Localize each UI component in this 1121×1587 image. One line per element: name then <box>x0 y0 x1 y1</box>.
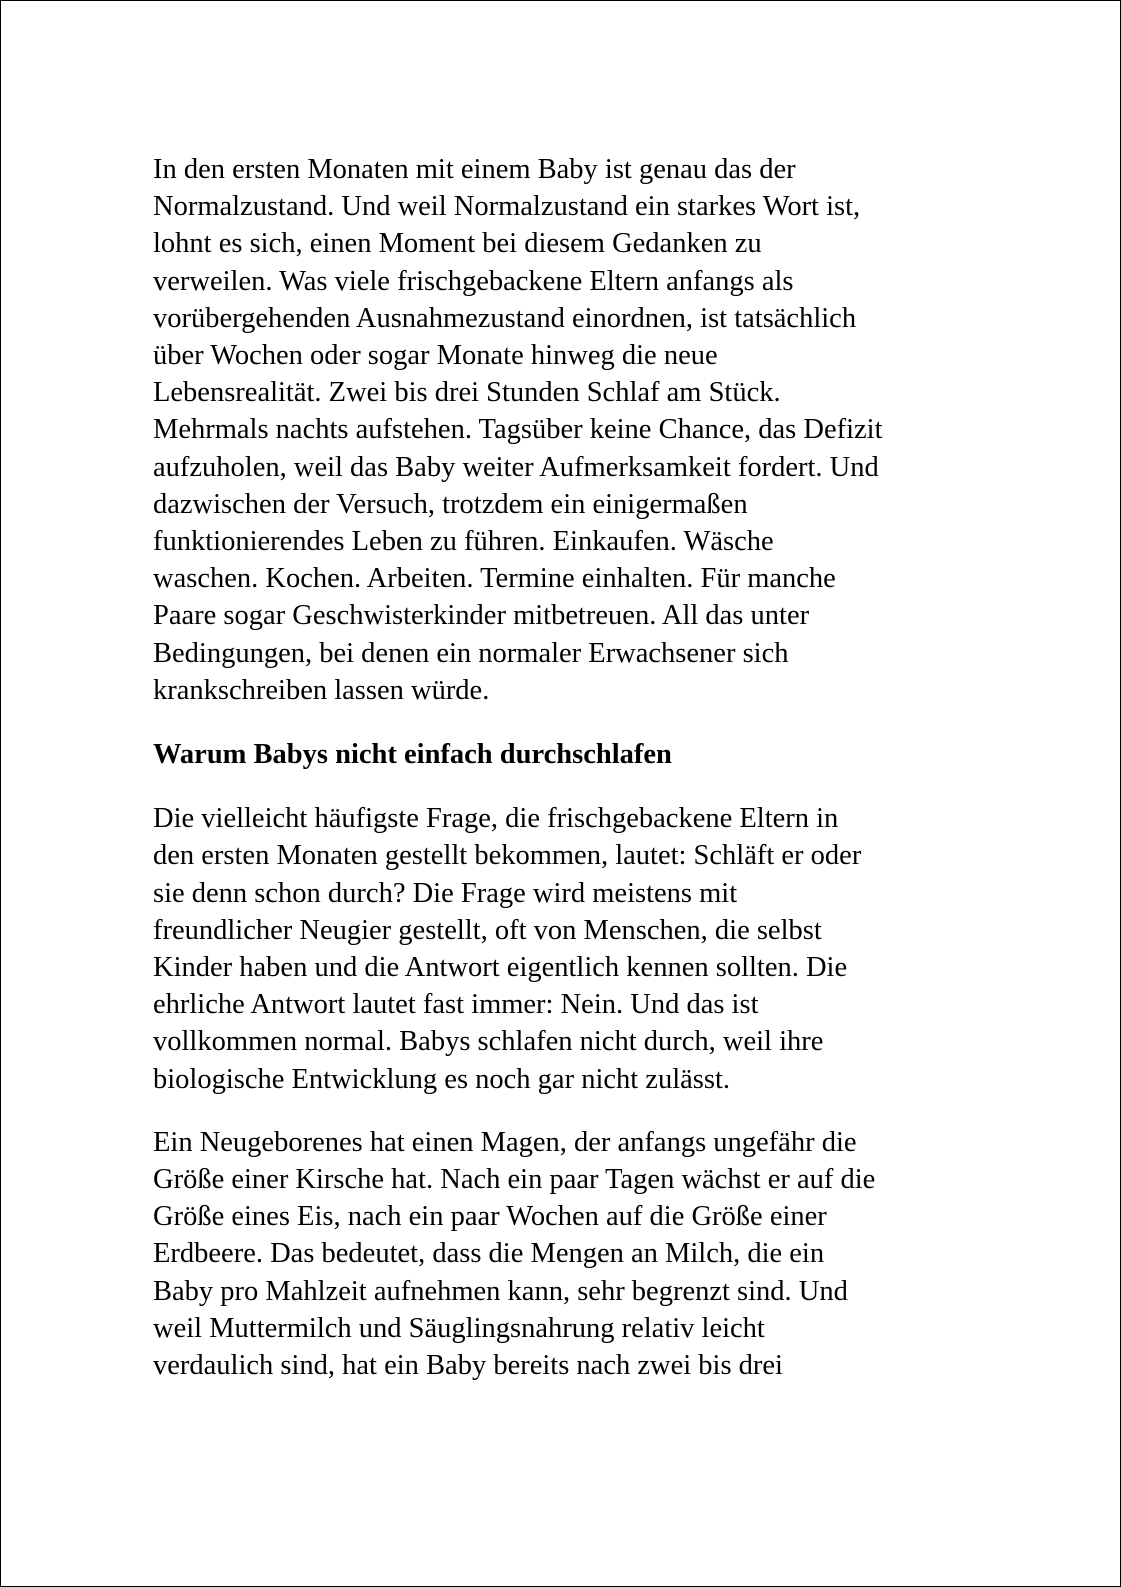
text-line: Kinder haben und die Antwort eigentlich kennen sollten. Die <box>153 952 848 984</box>
text-line: sie denn schon durch? Die Frage wird meistens mit <box>153 877 738 909</box>
text-line: dazwischen der Versuch, trotzdem ein einigermaßen <box>153 488 748 520</box>
text-line: weil Muttermilch und Säuglingsnahrung relativ leicht <box>153 1312 765 1344</box>
text-line: über Wochen oder sogar Monate hinweg die neue <box>153 340 718 372</box>
paragraph-question <box>153 800 983 1098</box>
page-content <box>153 151 983 1384</box>
text-line: lohnt es sich, einen Moment bei diesem Gedanken zu <box>153 228 762 260</box>
text-line: funktionierendes Leben zu führen. Einkaufen. Wäsche <box>153 526 774 558</box>
text-line: aufzuholen, weil das Baby weiter Aufmerksamkeit fordert. Und <box>153 451 879 483</box>
spacer <box>153 709 983 736</box>
text-line: Ein Neugeborenes hat einen Magen, der anfangs ungefähr die <box>153 1126 857 1158</box>
text-line: waschen. Kochen. Arbeiten. Termine einhalten. Für manche <box>153 563 836 595</box>
text-line: verdaulich sind, hat ein Baby bereits nach zwei bis drei <box>153 1350 783 1382</box>
text-line: den ersten Monaten gestellt bekommen, lautet: Schläft er oder <box>153 840 862 872</box>
text-line: Mehrmals nachts aufstehen. Tagsüber keine Chance, das Defizit <box>153 414 883 446</box>
text-line: Baby pro Mahlzeit aufnehmen kann, sehr begrenzt sind. Und <box>153 1275 848 1307</box>
text-line: vorübergehenden Ausnahmezustand einordnen, ist tatsächlich <box>153 302 857 334</box>
text-line: Bedingungen, bei denen ein normaler Erwachsener sich <box>153 637 789 669</box>
text-line: biologische Entwicklung es noch gar nicht zulässt. <box>153 1063 730 1095</box>
text-line: Größe einer Kirsche hat. Nach ein paar Tagen wächst er auf die <box>153 1164 876 1196</box>
spacer <box>153 1098 983 1124</box>
section-heading: Warum Babys nicht einfach durchschlafen <box>153 739 672 771</box>
text-line: Paare sogar Geschwisterkinder mitbetreuen. All das unter <box>153 600 810 632</box>
paragraph-intro <box>153 151 983 709</box>
text-line: Normalzustand. Und weil Normalzustand ein starkes Wort ist, <box>153 191 861 223</box>
text-line: Größe eines Eis, nach ein paar Wochen auf die Größe einer <box>153 1201 827 1233</box>
text-line: krankschreiben lassen würde. <box>153 674 490 706</box>
text-line: vollkommen normal. Babys schlafen nicht durch, weil ihre <box>153 1026 824 1058</box>
text-line: Die vielleicht häufigste Frage, die frischgebackene Eltern in <box>153 803 839 835</box>
spacer <box>153 773 983 800</box>
text-line: freundlicher Neugier gestellt, oft von Menschen, die selbst <box>153 914 822 946</box>
text-line: Erdbeere. Das bedeutet, dass die Mengen an Milch, die ein <box>153 1238 825 1270</box>
paragraph-stomach <box>153 1124 983 1384</box>
text-line: In den ersten Monaten mit einem Baby ist genau das der <box>153 154 796 185</box>
text-line: verweilen. Was viele frischgebackene Eltern anfangs als <box>153 265 794 297</box>
text-line: ehrliche Antwort lautet fast immer: Nein. Und das ist <box>153 989 759 1021</box>
text-line: Lebensrealität. Zwei bis drei Stunden Schlaf am Stück. <box>153 377 781 409</box>
